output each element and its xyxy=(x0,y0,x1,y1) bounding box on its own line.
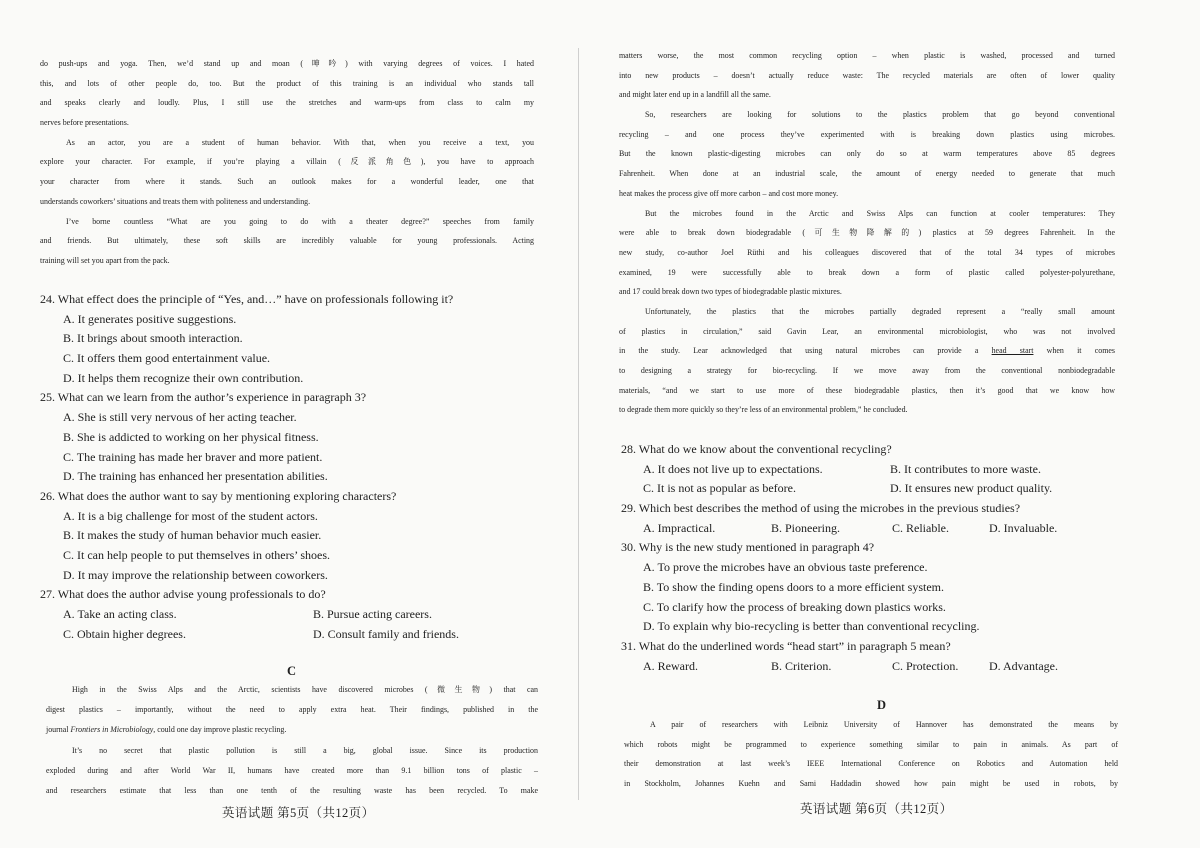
passage-d xyxy=(624,715,1118,794)
answer-option: A. It does not live up to expectations. xyxy=(643,461,823,476)
answer-option: C. Reliable. xyxy=(892,520,949,535)
passage-c-continued xyxy=(619,46,1115,420)
answer-option: B. She is addicted to working on her physical fitness. xyxy=(63,429,319,444)
passage-b-ending xyxy=(40,54,534,271)
passage-line: But the known plastic-digesting microbes can only do so at warm temperatures above 85 degrees xyxy=(619,149,1115,159)
passage-line: digest plastics – importantly, without the need to apply extra heat. Their findings, published in the xyxy=(46,705,538,715)
passage-line: High in the Swiss Alps and the Arctic, scientists have discovered microbes (微生物) that can xyxy=(72,685,538,694)
section-heading: C xyxy=(287,664,297,678)
answer-option-row xyxy=(40,625,540,645)
answer-option: D. To explain why bio-recycling is better than conventional recycling. xyxy=(643,619,980,634)
answer-option: A. She is still very nervous of her acting teacher. xyxy=(63,410,297,425)
answer-option: D. Invaluable. xyxy=(989,520,1058,535)
underlined-phrase: head start xyxy=(991,346,1034,356)
passage-line: training will set you apart from the pack. xyxy=(40,255,170,265)
answer-option: D. The training has enhanced her presentation abilities. xyxy=(63,469,328,484)
passage-line: in Stockholm, Johannes Kuehn and Sami Haddadin showed how pain might be used in robots, by xyxy=(624,779,1118,789)
passage-line: and speaks clearly and loudly. Plus, I still use the stretches and warm-ups from class to calm my xyxy=(40,98,534,108)
passage-line: Fahrenheit. When done at an industrial scale, the amount of energy needed to generate that much xyxy=(619,169,1115,179)
answer-option: B. Pursue acting careers. xyxy=(313,607,432,621)
passage-line: matters worse, the most common recycling option – when plastic is washed, processed and turned xyxy=(619,51,1115,60)
answer-option: D. It helps them recognize their own contribution. xyxy=(63,370,304,385)
answer-option: B. It contributes to more waste. xyxy=(890,461,1041,476)
passage-line: As an actor, you are a student of human behavior. With that, when you receive a text, you xyxy=(66,137,534,147)
passage-line: materials, “and we start to use more of these biodegradable plastics, then it’s good that we know how xyxy=(619,385,1115,395)
passage-line: and might later end up in a landfill all the same. xyxy=(619,90,771,100)
passage-line: of plastics in circulation,” said Gavin Lear, an environmental microbiologist, who was not involved xyxy=(619,326,1115,336)
answer-option: D. Consult family and friends. xyxy=(313,626,459,641)
passage-line: this, and lots of other people do, too. But the product of this training is an individual who stands tall xyxy=(40,78,534,88)
journal-title: Frontiers in Microbiology xyxy=(70,725,154,735)
question-stem: 30. Why is the new study mentioned in paragraph 4? xyxy=(621,540,875,555)
answer-option: D. Advantage. xyxy=(989,658,1058,673)
answer-option: C. The training has made her braver and more patient. xyxy=(63,449,323,464)
answer-option: B. Criterion. xyxy=(771,658,832,673)
answer-option: C. It is not as popular as before. xyxy=(643,481,796,496)
passage-line: do push-ups and yoga. Then, we’d stand up and moan (呻吟) with varying degrees of voices. I hated xyxy=(40,59,534,68)
answer-option: C. To clarify how the process of breaking down plastics works. xyxy=(643,599,946,614)
passage-line xyxy=(619,341,1115,361)
section-heading: D xyxy=(877,698,887,712)
passage-line: A pair of researchers with Leibniz University of Hannover has demonstrated the means by xyxy=(650,720,1118,729)
question-stem: 26. What does the author want to say by mentioning exploring characters? xyxy=(40,488,397,503)
line-text: when it comes xyxy=(1033,346,1115,356)
passage-line: heat makes the process give off more carbon – and cost more money. xyxy=(619,188,839,198)
passage-line: and friends. But ultimately, these soft skills are incredibly valuable for young professionals. Acting xyxy=(40,236,534,246)
question-stem: 31. What do the underlined words “head start” in paragraph 5 mean? xyxy=(621,638,951,653)
page-footer: 英语试题 第6页（共12页） xyxy=(800,802,953,816)
answer-option: A. Reward. xyxy=(643,658,698,673)
question-stem: 25. What can we learn from the author’s experience in paragraph 3? xyxy=(40,390,367,405)
passage-line: explore your character. For example, if you’re playing a villain (反派角色), you have to approach xyxy=(40,157,534,167)
question-stem: 24. What effect does the principle of “Yes, and…” have on professionals following it? xyxy=(40,292,454,306)
answer-option: A. Impractical. xyxy=(643,520,716,535)
answer-option: C. It offers them good entertainment value. xyxy=(63,351,271,366)
answer-option: A. It generates positive suggestions. xyxy=(63,311,237,326)
question-stem: 29. Which best describes the method of using the microbes in the previous studies? xyxy=(621,501,1021,516)
passage-line: new study, co-author Joel Rüthi and his colleagues discovered that of the total 34 types of microbes xyxy=(619,247,1115,257)
question-stem: 27. What does the author advise young professionals to do? xyxy=(40,587,326,602)
answer-option: D. It ensures new product quality. xyxy=(890,481,1053,496)
answer-option-row xyxy=(621,519,1121,539)
answer-option: A. It is a big challenge for most of the student actors. xyxy=(63,508,318,523)
answer-option: C. It can help people to put themselves in others’ shoes. xyxy=(63,547,331,562)
passage-line: recycling – and one process they’ve experimented with is breaking down plastics using microbes. xyxy=(619,129,1115,139)
answer-option: D. It may improve the relationship between coworkers. xyxy=(63,567,328,582)
answer-option: C. Obtain higher degrees. xyxy=(63,626,186,641)
passage-line: to designing a strategy for bio-recycling. If we move away from the conventional nonbiodegradable xyxy=(619,366,1115,375)
passage-line: I’ve borne countless “What are you going to do with a theater degree?” speeches from family xyxy=(66,216,534,226)
questions-24-27 xyxy=(40,290,540,644)
answer-option: B. It makes the study of human behavior much easier. xyxy=(63,528,322,543)
page-footer: 英语试题 第5页（共12页） xyxy=(222,806,375,820)
passage-line: their demonstration at last week’s IEEE International Conference on Robotics and Automation held xyxy=(624,759,1118,769)
line-text: , could one day improve plastic recycling. xyxy=(153,725,287,735)
line-text: journal xyxy=(46,725,71,735)
passage-line: and 17 could break down two types of biodegradable plastic mixtures. xyxy=(619,287,842,297)
passage-line: nerves before presentations. xyxy=(40,118,129,128)
answer-option: B. It brings about smooth interaction. xyxy=(63,331,243,346)
passage-line: It’s no secret that plastic pollution is still a big, global issue. Since its production xyxy=(72,745,538,755)
passage-line: exploded during and after World War II, humans have created more than 9.1 billion tons of plastic – xyxy=(46,765,538,775)
line-text: in the study. Lear acknowledged that using natural microbes can provide a xyxy=(619,346,992,356)
page-divider xyxy=(578,48,579,800)
question-stem: 28. What do we know about the conventional recycling? xyxy=(621,442,892,456)
answer-option: A. Take an acting class. xyxy=(63,607,177,621)
passage-line: which robots might be programmed to experience something similar to pain in animals. As part of xyxy=(624,739,1118,749)
passage-line: to degrade them more quickly so they’re less of an environmental problem,” he concluded. xyxy=(619,405,908,415)
answer-option-row xyxy=(621,460,1121,480)
answer-option: B. Pioneering. xyxy=(771,520,840,535)
passage-line: and researchers estimate that less than one tenth of the resulting waste has been recycled. To make xyxy=(46,785,538,795)
passage-line: into new products – doesn’t actually reduce waste: The recycled materials are often of lower quality xyxy=(619,70,1115,80)
passage-line: So, researchers are looking for solutions to the plastics problem that go beyond conventional xyxy=(645,110,1115,120)
passage-line: Unfortunately, the plastics that the microbes partially degraded represent a “really small amount xyxy=(645,306,1115,316)
answer-option: A. To prove the microbes have an obvious taste preference. xyxy=(643,560,928,575)
passage-c xyxy=(46,680,538,801)
questions-28-31 xyxy=(621,440,1121,676)
passage-line xyxy=(46,720,538,740)
passage-line: your character from where it stands. Such an outlook makes for a wonderful leader, one that xyxy=(40,177,534,187)
answer-option-row xyxy=(621,479,1121,499)
answer-option: B. To show the finding opens doors to a more efficient system. xyxy=(643,579,945,594)
answer-option-row xyxy=(40,605,540,625)
passage-line: examined, 19 were successfully able to break down a form of plastic called polyester-polyurethane, xyxy=(619,267,1115,277)
passage-line: understands coworkers’ situations and treats them with politeness and understanding. xyxy=(40,196,311,206)
answer-option: C. Protection. xyxy=(892,658,959,673)
passage-line: But the microbes found in the Arctic and Swiss Alps can function at cooler temperatures: They xyxy=(645,208,1115,218)
answer-option-row xyxy=(621,657,1121,677)
passage-line: were able to break down biodegradable (可生物降解的) plastics at 59 degrees Fahrenheit. In the xyxy=(619,228,1115,238)
